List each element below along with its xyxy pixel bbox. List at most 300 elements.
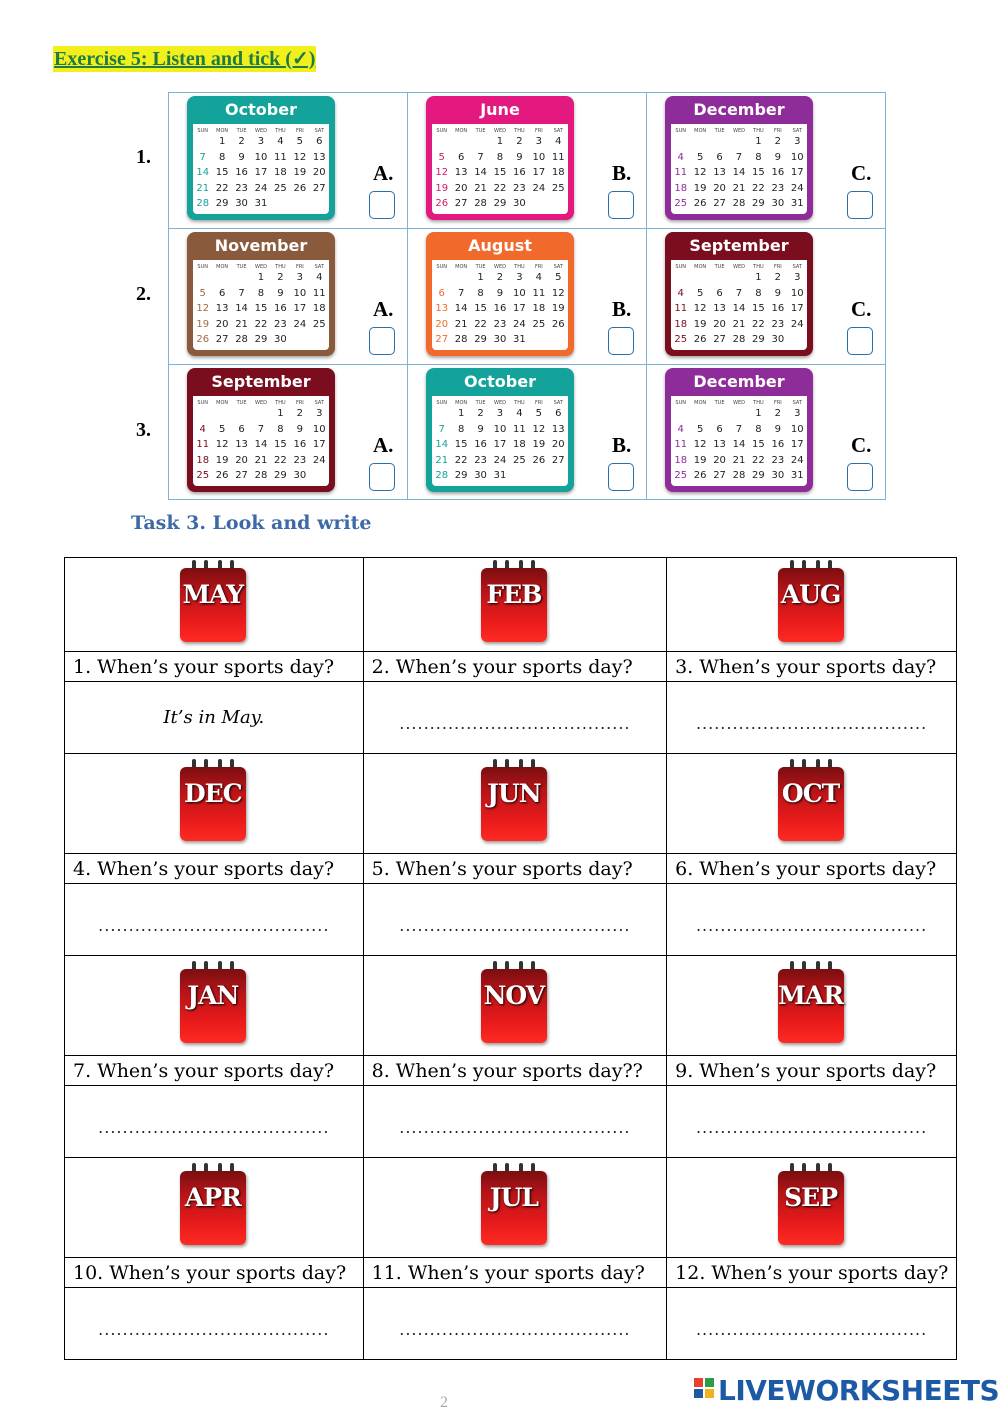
calendar-day: 30 [513, 198, 526, 209]
weekday-label: WED [494, 128, 506, 134]
calendar-day: 29 [474, 334, 487, 345]
calendar-day [729, 270, 748, 286]
calendar-icon [778, 961, 846, 1045]
calendar-day: 20 [235, 454, 248, 466]
calendar-day [690, 406, 709, 422]
month-calendar [665, 368, 813, 492]
calendar-day: 10 [532, 151, 546, 163]
calendar-day [671, 406, 690, 422]
calendar-day: 11 [513, 423, 526, 435]
calendar-month-name: December [693, 100, 785, 119]
calendar-day: 3 [794, 136, 801, 147]
row-number: 2. [136, 283, 151, 305]
calendar-day: 26 [215, 470, 229, 481]
calendar-day: 6 [716, 287, 723, 299]
calendar-day: 30 [293, 470, 307, 481]
calendar-day: 23 [771, 454, 785, 466]
calendar-day [310, 332, 329, 348]
calendar-day: 7 [477, 151, 484, 163]
calendar-day: 10 [513, 287, 526, 299]
answer-field[interactable]: ...................................... [399, 714, 631, 734]
answer-field[interactable]: ...................................... [399, 916, 631, 936]
calendar-day: 27 [215, 334, 229, 345]
calendar-day: 20 [551, 439, 565, 450]
month-calendar [187, 368, 335, 492]
calendar-day: 22 [493, 182, 507, 194]
calendar-month-abbr: FEB [486, 580, 542, 610]
calendar-day: 16 [235, 167, 248, 178]
calendar-day [510, 468, 529, 484]
tick-checkbox[interactable] [847, 191, 873, 219]
calendar-day: 20 [713, 182, 726, 194]
weekday-label: TUE [475, 400, 486, 406]
calendar-day: 11 [532, 287, 546, 299]
calendar-day: 17 [293, 303, 307, 314]
calendar-day [290, 196, 309, 212]
calendar-day: 13 [713, 439, 726, 450]
calendar-day: 30 [474, 470, 487, 481]
weekday-label: FRI [534, 128, 543, 134]
calendar-day: 1 [477, 272, 484, 283]
weekday-label: SUN [675, 128, 686, 134]
calendar-day [690, 134, 709, 150]
tick-checkbox[interactable] [369, 327, 395, 355]
answer-field[interactable]: ...................................... [399, 1118, 631, 1138]
tick-checkbox[interactable] [847, 327, 873, 355]
calendar-day: 6 [716, 151, 723, 163]
weekday-label: MON [455, 264, 468, 270]
calendar-month-name: December [693, 372, 785, 391]
calendar-day: 26 [435, 198, 449, 209]
calendar-day: 15 [752, 167, 765, 178]
calendar-day: 3 [257, 136, 265, 147]
calendar-day: 14 [435, 439, 449, 450]
calendar-month-name: October [464, 372, 536, 391]
calendar-day: 8 [755, 151, 762, 163]
calendar-day: 21 [254, 454, 268, 466]
weekday-label: WED [494, 400, 506, 406]
weekday-label: TUE [236, 400, 247, 406]
question-text: 5. When’s your sports day? [363, 854, 667, 883]
calendar-day [729, 406, 748, 422]
weekday-label: TUE [714, 264, 725, 270]
calendar-day: 23 [474, 454, 487, 466]
calendar-icon [180, 961, 248, 1045]
calendar-day: 21 [732, 182, 746, 194]
calendar-day: 22 [752, 318, 765, 330]
option-label: C. [851, 433, 872, 457]
calendar-day: 7 [257, 423, 265, 435]
calendar-day: 28 [254, 470, 268, 481]
weekday-label: WED [255, 264, 267, 270]
month-calendar [665, 96, 813, 220]
weekday-label: FRI [534, 264, 543, 270]
calendar-day: 5 [696, 151, 704, 163]
question-text: 7. When’s your sports day? [65, 1056, 364, 1085]
calendar-day: 16 [293, 439, 307, 450]
calendar-day: 1 [218, 136, 226, 147]
calendar-day [271, 196, 290, 212]
calendar-day: 13 [312, 151, 326, 163]
calendar-day: 21 [732, 318, 746, 330]
calendar-day: 4 [199, 423, 206, 435]
calendar-day: 12 [551, 287, 565, 299]
calendar-day: 2 [774, 272, 782, 283]
row-number: 3. [136, 419, 151, 441]
calendar-day: 17 [532, 167, 546, 178]
answer-field[interactable]: ...................................... [98, 1118, 330, 1138]
calendar-day: 14 [474, 167, 487, 178]
calendar-day: 7 [735, 151, 743, 163]
calendar-day: 29 [752, 334, 765, 345]
question-text: 1. When’s your sports day? [65, 652, 364, 681]
calendar-day [710, 406, 729, 422]
calendar-day: 28 [474, 198, 487, 209]
calendar-day: 24 [254, 182, 268, 194]
answer-field[interactable]: ...................................... [98, 1320, 330, 1340]
calendar-day: 4 [677, 423, 684, 435]
calendar-day: 11 [312, 287, 326, 299]
weekday-label: WED [733, 400, 745, 406]
calendar-day: 26 [693, 334, 707, 345]
tick-checkbox[interactable] [369, 191, 395, 219]
weekday-label: THU [275, 128, 286, 134]
answer-field[interactable]: ...................................... [695, 1118, 928, 1138]
calendar-day: 5 [696, 287, 704, 299]
weekday-label: MON [216, 264, 229, 270]
calendar-day: 11 [674, 167, 688, 178]
calendar-month-name: September [211, 372, 311, 391]
calendar-day: 11 [551, 151, 565, 163]
calendar-day: 31 [513, 334, 526, 345]
option-label: B. [612, 161, 632, 185]
calendar-day [193, 270, 212, 286]
tick-checkbox[interactable] [608, 463, 634, 491]
calendar-day: 12 [693, 167, 707, 178]
weekday-label: MON [694, 400, 707, 406]
calendar-day: 29 [274, 470, 287, 481]
month-calendar [426, 368, 574, 492]
calendar-day: 7 [735, 287, 743, 299]
calendar-day: 22 [752, 182, 765, 194]
calendar-day: 31 [790, 198, 804, 209]
calendar-day: 16 [493, 303, 507, 314]
question-text: 3. When’s your sports day? [667, 652, 957, 681]
calendar-day [432, 406, 451, 422]
calendar-day: 15 [493, 167, 507, 178]
calendar-day: 28 [732, 198, 746, 209]
calendar-day: 26 [693, 470, 707, 481]
calendar-day: 13 [551, 423, 565, 435]
weekday-label: WED [733, 264, 745, 270]
calendar-month-abbr: OCT [781, 779, 840, 809]
month-calendar [187, 96, 335, 220]
calendar-day: 7 [735, 423, 743, 435]
calendar-day: 5 [218, 423, 226, 435]
calendar-day: 24 [293, 318, 307, 330]
weekday-label: TUE [236, 264, 247, 270]
calendar-day: 1 [755, 272, 762, 283]
calendar-day: 13 [454, 167, 468, 178]
calendar-day: 13 [713, 303, 726, 314]
calendar-day: 3 [794, 272, 801, 283]
calendar-day: 18 [674, 182, 688, 194]
answer-field[interactable]: ...................................... [695, 1320, 928, 1340]
calendar-day: 17 [790, 167, 804, 178]
calendar-day: 21 [196, 182, 210, 194]
calendar-month-name: October [225, 100, 297, 119]
weekday-label: FRI [295, 264, 304, 270]
calendar-day: 16 [474, 439, 487, 450]
weekday-label: THU [275, 400, 286, 406]
calendar-day: 23 [513, 182, 526, 194]
option-label: C. [851, 161, 872, 185]
answer-field[interactable]: ...................................... [695, 916, 928, 936]
calendar-day: 11 [196, 439, 210, 450]
calendar-day: 27 [454, 198, 468, 209]
tick-checkbox[interactable] [369, 463, 395, 491]
weekday-label: THU [514, 400, 525, 406]
calendar-day: 24 [513, 318, 526, 330]
calendar-day: 8 [277, 423, 284, 435]
calendar-day [671, 134, 690, 150]
calendar-day: 24 [790, 182, 804, 194]
calendar-day: 4 [677, 287, 684, 299]
calendar-day: 19 [693, 182, 707, 194]
calendar-day: 25 [312, 318, 326, 330]
calendar-day: 25 [513, 454, 526, 466]
answer-field[interactable]: ...................................... [695, 714, 928, 734]
weekday-label: THU [275, 264, 286, 270]
calendar-day: 5 [696, 423, 704, 435]
weekday-label: SUN [197, 264, 208, 270]
weekday-label: SAT [314, 128, 324, 134]
liveworksheets-logo [694, 1374, 1000, 1408]
calendar-day: 14 [732, 439, 746, 450]
calendar-day: 4 [677, 151, 684, 163]
calendar-day [549, 196, 568, 212]
calendar-month-abbr: JUN [487, 779, 541, 809]
calendar-day: 9 [277, 287, 284, 299]
tick-checkbox[interactable] [847, 463, 873, 491]
calendar-day: 16 [771, 303, 785, 314]
calendar-day: 29 [215, 198, 229, 209]
weekday-label: THU [753, 264, 764, 270]
calendar-icon [481, 759, 549, 843]
calendar-day: 22 [274, 454, 287, 466]
calendar-day [471, 134, 490, 150]
calendar-day [212, 270, 231, 286]
calendar-day: 28 [235, 334, 248, 345]
calendar-day: 12 [293, 151, 307, 163]
calendar-day: 4 [316, 272, 323, 283]
calendar-day: 3 [535, 136, 543, 147]
option-label: A. [373, 161, 394, 185]
calendar-day: 31 [254, 198, 268, 209]
calendar-day: 6 [316, 136, 323, 147]
weekday-label: SUN [675, 400, 686, 406]
weekday-label: WED [494, 264, 506, 270]
calendar-day: 15 [752, 303, 765, 314]
answer-field[interactable]: ...................................... [399, 1320, 631, 1340]
calendar-day: 14 [454, 303, 468, 314]
question-text: 10. When’s your sports day? [65, 1258, 364, 1287]
calendar-day [690, 270, 709, 286]
option-cell [169, 365, 408, 499]
question-text: 8. When’s your sports day?? [363, 1056, 667, 1085]
calendar-day: 21 [732, 454, 746, 466]
calendar-day: 26 [693, 198, 707, 209]
calendar-day: 5 [199, 287, 206, 299]
option-label: A. [373, 297, 394, 321]
calendar-day: 18 [551, 167, 565, 178]
option-cell [647, 229, 885, 365]
calendar-day: 26 [196, 334, 210, 345]
calendar-day: 25 [674, 198, 688, 209]
calendar-day: 9 [477, 423, 484, 435]
calendar-day: 27 [713, 334, 726, 345]
calendar-day [549, 332, 568, 348]
calendar-day: 2 [496, 272, 504, 283]
weekday-label: FRI [773, 400, 782, 406]
calendar-day: 18 [674, 454, 688, 466]
calendar-day: 23 [235, 182, 248, 194]
weekday-label: TUE [475, 128, 486, 134]
calendar-day: 30 [771, 334, 785, 345]
weekday-label: SUN [197, 400, 208, 406]
calendar-day: 4 [516, 408, 523, 419]
calendar-day: 8 [496, 151, 504, 163]
calendar-day: 9 [516, 151, 523, 163]
brand-name: LIVEWORKSHEETS [718, 1374, 1000, 1407]
calendar-day: 19 [293, 167, 307, 178]
weekday-label: FRI [773, 264, 782, 270]
exercise-title: Exercise 5: Listen and tick (✓) [54, 48, 316, 70]
calendar-day [788, 332, 807, 348]
calendar-day [451, 134, 470, 150]
calendar-day: 21 [435, 454, 449, 466]
question-text: 6. When’s your sports day? [667, 854, 957, 883]
calendar-day: 12 [196, 303, 210, 314]
calendar-day: 1 [257, 272, 265, 283]
calendar-month-abbr: MAR [778, 981, 843, 1011]
calendar-day: 10 [790, 287, 804, 299]
calendar-day: 15 [254, 303, 268, 314]
calendar-day: 5 [438, 151, 445, 163]
calendar-day: 10 [293, 287, 307, 299]
weekday-label: SAT [553, 128, 563, 134]
calendar-day: 2 [238, 136, 245, 147]
calendar-icon [481, 961, 549, 1045]
weekday-label: SAT [314, 400, 324, 406]
option-cell [169, 93, 408, 229]
calendar-day: 16 [513, 167, 526, 178]
month-calendar [187, 232, 335, 356]
calendar-day [310, 196, 329, 212]
weekday-label: THU [514, 128, 525, 134]
calendar-icon [778, 560, 846, 644]
calendar-day: 27 [713, 198, 726, 209]
calendar-day: 29 [493, 198, 507, 209]
tick-checkbox[interactable] [608, 191, 634, 219]
calendar-day: 19 [196, 318, 210, 330]
calendar-day: 20 [312, 167, 326, 178]
calendar-day: 27 [713, 470, 726, 481]
calendar-day: 9 [774, 423, 782, 435]
calendar-day: 22 [474, 318, 487, 330]
calendar-day: 8 [218, 151, 226, 163]
calendar-day [729, 134, 748, 150]
calendar-day: 18 [532, 303, 546, 314]
weekday-label: THU [514, 264, 525, 270]
weekday-label: SUN [436, 400, 447, 406]
weekday-label: TUE [714, 128, 725, 134]
calendar-day: 25 [532, 318, 546, 330]
task-title: Task 3. Look and write [131, 512, 372, 534]
calendar-day [710, 134, 729, 150]
calendar-day: 27 [435, 334, 449, 345]
calendar-day: 19 [693, 454, 707, 466]
calendar-day: 3 [516, 272, 523, 283]
calendar-day: 8 [257, 287, 265, 299]
weekday-label: SAT [792, 128, 802, 134]
weekday-label: SAT [314, 264, 324, 270]
calendar-day: 20 [713, 318, 726, 330]
tick-checkbox[interactable] [608, 327, 634, 355]
calendar-day: 21 [454, 318, 468, 330]
calendar-day: 24 [790, 454, 804, 466]
logo-icon [694, 1378, 716, 1404]
weekday-label: MON [455, 128, 468, 134]
weekday-label: SUN [436, 264, 447, 270]
calendar-day: 22 [215, 182, 229, 194]
option-label: B. [612, 433, 632, 457]
calendar-day: 29 [254, 334, 268, 345]
question-text: 12. When’s your sports day? [667, 1258, 957, 1287]
calendar-day: 25 [674, 470, 688, 481]
calendar-day: 11 [274, 151, 287, 163]
calendar-day [432, 270, 451, 286]
calendar-month-abbr: NOV [483, 981, 545, 1011]
calendar-day [232, 406, 251, 422]
calendar-day: 14 [196, 167, 210, 178]
calendar-day: 26 [293, 182, 307, 194]
calendar-day: 23 [293, 454, 307, 466]
calendar-day: 22 [752, 454, 765, 466]
calendar-day: 8 [755, 287, 762, 299]
weekday-label: SAT [792, 264, 802, 270]
calendar-day: 20 [215, 318, 229, 330]
calendar-day: 30 [493, 334, 507, 345]
weekday-label: FRI [295, 128, 304, 134]
calendar-day: 28 [435, 470, 449, 481]
calendar-day [671, 270, 690, 286]
calendar-day: 9 [774, 151, 782, 163]
calendar-day: 18 [196, 454, 210, 466]
calendar-day: 12 [435, 167, 449, 178]
weekday-label: FRI [534, 400, 543, 406]
calendar-day: 13 [435, 303, 449, 314]
calendar-day: 13 [713, 167, 726, 178]
calendar-day: 18 [274, 167, 287, 178]
calendar-day: 13 [235, 439, 248, 450]
option-cell [169, 229, 408, 365]
calendar-month-abbr: AUG [780, 580, 841, 610]
calendar-day: 25 [674, 334, 688, 345]
calendar-day: 20 [713, 454, 726, 466]
weekday-label: MON [694, 264, 707, 270]
answer-field[interactable]: ...................................... [98, 916, 330, 936]
